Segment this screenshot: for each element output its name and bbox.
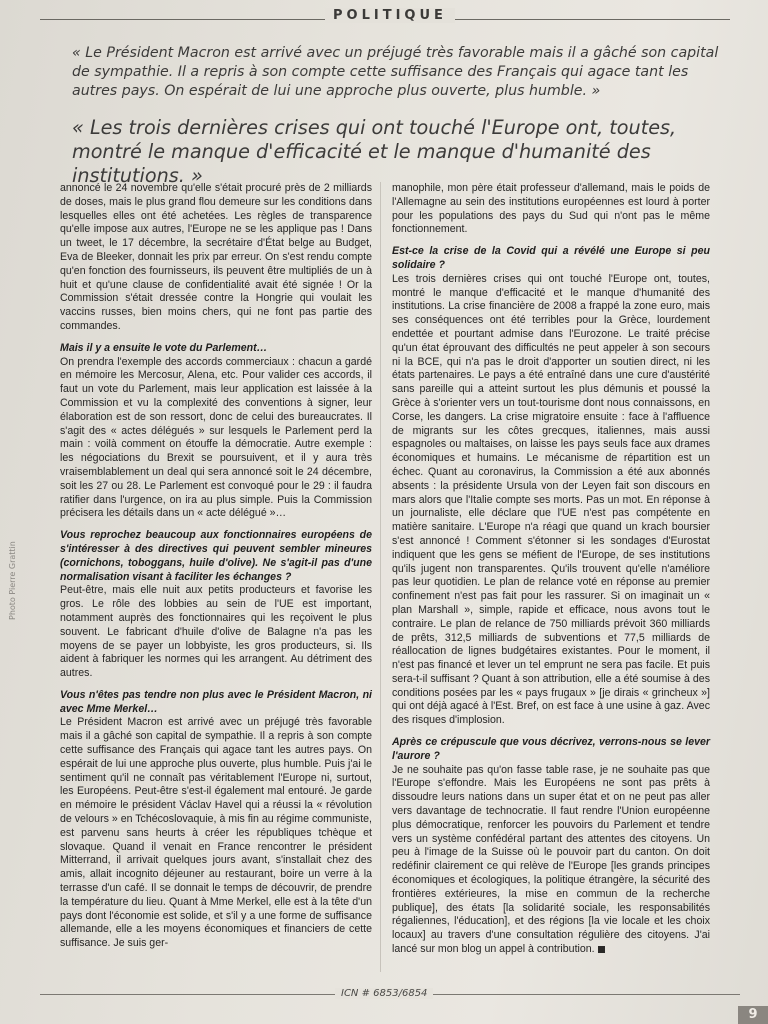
body-paragraph: Peut-être, mais elle nuit aux petits producteurs et favorise les gros. Le rôle des lobbies au sein de l'UE est important, notamment auprès des fonctionnaires qui les reçoivent le plus souvent. Le fabricant d'huile d'olive de Balagne n'a pas les moyens de se payer un lobbyiste, les gros producteurs, si. Ils aident à fabriquer les normes qui les arrangent. Au détriment des autres. [60, 584, 372, 680]
section-title: POLITIQUE [325, 8, 455, 23]
left-column [60, 182, 372, 951]
right-column [392, 182, 710, 957]
photo-credit: Photo Pierre Grattin [8, 541, 17, 620]
body-paragraph: Le Président Macron est arrivé avec un préjugé très favorable mais il a gâché son capital de sympathie. Il a repris à son compte cette suffisance des Français qui agace tant les autres pays. On espérait de lui une approche plus ouverte, plus humble. Puis j'ai le sentiment qu'il ne connaît pas véritablement l'Europe ni, surtout, les Européens. Peut-être s'est-il également mal entouré. Je garde en mémoire le président Václav Havel qui a réussi la « révolution de velours » en Tchécoslovaquie, à mis fin au régime communiste, est parvenu sans heurts à créer les républiques tchèque et slovaque. Quand il venait en France rencontrer le président Mitterrand, il arrivait quelques jours avant, s'installait chez des amis, allait incognito déjeuner au restaurant, boire un verre à la terrasse d'un café. Il se donnait le temps de découvrir, de prendre la température du lieu. Quant à Mme Merkel, elle est à la tête d'un pays dont l'économie est solide, et s'il y a une forme de suffisance allemande, elle a les moyens économiques et financiers de cette suffisance. Je suis ger- [60, 716, 372, 950]
body-paragraph: manophile, mon père était professeur d'allemand, mais le poids de l'Allemagne au sein des institutions européennes est lourd à porter pour les populations des pays du Sud qui n'ont pas le même fonctionnement. [392, 182, 710, 236]
interview-question: Vous reprochez beaucoup aux fonctionnaires européens de s'intéresser à des directives qui peuvent sembler mineures (cornichons, toboggans, huile d'olive). Ne s'agit-il pas d'une normalisation visant à faciliter les échanges ? [60, 529, 372, 583]
interview-question: Est-ce la crise de la Covid qui a révélé une Europe si peu solidaire ? [392, 245, 710, 271]
column-separator [380, 182, 381, 972]
body-paragraph: Les trois dernières crises qui ont touché l'Europe ont, toutes, montré le manque d'efficacité et le manque d'humanité des institutions. La crise financière de 2008 a frappé la zone euro, mais ses conséquences ont été terribles pour la Grèce, lourdement endettée et pourtant admise dans l'Eurozone. Le traité précise qu'un état éprouvant des difficultés ne peut appeler à son secours ni la BCE, qui n'a pas le droit d'apporter un soutien direct, ni les états partenaires. Le pays a été entraîné dans une cure d'austérité sans pareille qui a atteint surtout les plus démunis et poussé la Grèce à s'orienter vers un tout-tourisme dont nous connaissons, en Corse, les dangers. La crise migratoire ensuite : face à l'affluence de migrants sur les côtes grecques, italiennes, mais aussi espagnoles ou maltaises, on laisse les pays seuls face aux drames économiques et humains. Le mécanisme de répartition est un échec. Quant au coronavirus, la Commission a été aux abonnés absents : la présidente Ursula von der Leyen fait son discours en mars alors que l'Italie compte ses morts. Pas un mot. En réponse à un journaliste, elle déclare que l'UE n'est pas compétente en matière sanitaire. L'Europe n'a réagi que quand un krach boursier s'est annoncé ! Comment s'étonner si les sondages d'Eurostat indiquent que les gens se méfient de l'Europe, de ses institutions qu'ils jugent non transparentes. Qu'ils trouvent qu'elle n'améliore pas leur quotidien. Le plan de relance voté en réponse au premier confinement n'est pas fait pour les rassurer. Si on imaginait un « plan Marshall », simple, rapide et efficace, nous avons tout le contraire. Le plan de relance de 750 milliards prévoit 360 milliards de prêts, 312,5 milliards de subventions et 77,5 milliards de réallocation de lignes budgétaires existantes. Pour le moment, il n'est pas financé et lever un tel emprunt ne sera pas facile. Et puis sera-t-il suffisant ? Quant à son attribution, elle a été soumise à des conditions posées par les « pays frugaux » [je dirais « grincheux »] qui ont déjà agacé à l'Est. Bref, on est face à une usine à gaz. Avec des risques d'implosion. [392, 272, 710, 727]
end-of-article-mark [598, 946, 605, 953]
pull-quote-2: « Les trois dernières crises qui ont touché l'Europe ont, toutes, montré le manque d'efficacité et le manque d'humanité des institutions. » [72, 116, 677, 187]
interview-question: Après ce crépuscule que vous décrivez, verrons-nous se lever l'aurore ? [392, 736, 710, 762]
page-number: 9 [738, 1006, 768, 1024]
body-paragraph: annoncé le 24 novembre qu'elle s'était procuré près de 2 milliards de doses, mais le plus grand flou demeure sur les conditions dans lesquelles elles ont été achetées. Les règles de transparence qu'elle impose aux autres, l'Europe ne se les applique pas ! Dans un tweet, le 17 décembre, la secrétaire d'État belge au Budget, Eva de Bleeker, donnait les prix par erreur. On s'est rendu compte qu'en fonction des fournisseurs, ils peuvent être multipliés de un à huit et qu'une clause de confidentialité avait été signée ! Or la Commission s'était dressée contre la Hongrie qui voulait les vaccins russes, bien moins chers, qui ne font pas partie des commandes. [60, 182, 372, 332]
body-paragraph: Je ne souhaite pas qu'on fasse table rase, je ne souhaite pas que l'Europe s'effondre. Mais les Européens ne sont pas prêts à dissoudre leurs nations dans un super état et on ne peut pas aller vers davantage de technocratie. Il faut rendre l'Union européenne plus démocratique, renforcer les pouvoirs du Parlement et tendre vers un système confédéral partant des attentes des citoyens. Un peu à l'image de la Suisse où le pouvoir part du canton. On doit redéfinir clairement ce qui relève de l'Europe [les grands principes économiques et écologiques, la politique étrangère, la sécurité des frontières extérieures, la mise en commun de la recherche publique], des états [la solidarité sociale, les responsabilités régaliennes, l'éducation], et des régions [la vie locale et les choix locaux] au travers d'une consultation régulière des citoyens. J'ai lancé sur mon blog un appel à contribution. [392, 763, 710, 956]
pull-quote-1: « Le Président Macron est arrivé avec un préjugé très favorable mais il a gâché son capital de sympathie. Il a repris à son compte cette suffisance des Français qui agace tant les autres pays. On espérait de lui une approche plus ouverte, plus humble. » [72, 45, 719, 99]
interview-question: Mais il y a ensuite le vote du Parlement… [60, 341, 268, 354]
interview-question: Vous n'êtes pas tendre non plus avec le Président Macron, ni avec Mme Merkel… [60, 688, 372, 715]
body-paragraph: On prendra l'exemple des accords commerciaux : chacun a gardé en mémoire les Mercosur, Alena, etc. Pour valider ces accords, il faut un vote du Parlement, mais leur application est laissée à la Commission et vu la complexité des conventions à signer, leur élaboration est de son ressort, donc de celui des bureaucrates. Il s'agit des « actes délégués » sur lesquels le Parlement perd la main : voilà comment on étouffe la démocratie. Autre exemple : les négociations du Brexit se poursuivent, et il y aura très vraisemblablement un deal qui sera annoncé soit le 24 décembre, soit les 27 ou 28. Le Parlement est convoqué pour le 29 : il faudra ratifier dans l'urgence, on ira au plus simple. Puis la Commission précisera les détails dans un « acte délégué »… [60, 355, 372, 520]
section-header [40, 8, 730, 24]
issue-number: ICN # 6853/6854 [335, 988, 433, 999]
